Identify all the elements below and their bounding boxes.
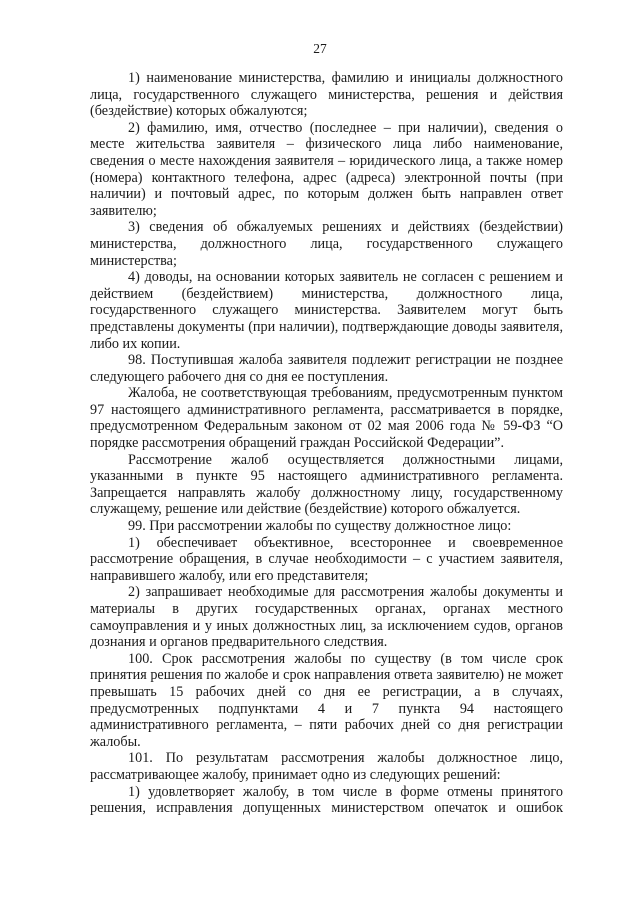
paragraph-complaint-review: Рассмотрение жалоб осуществляется должностными лицами, указанными в пункте 95 настоящего административного регламента. Запрещается направлять жалобу должностному лицу, государственному служащему, решение или действие (бездействие) которого обжалуется. <box>90 451 563 518</box>
paragraph-101: 101. По результатам рассмотрения жалобы должностное лицо, рассматривающее жалобу, принимает одно из следующих решений: <box>90 750 563 783</box>
page-number: 27 <box>313 41 327 56</box>
paragraph-item-2: 2) фамилию, имя, отчество (последнее – при наличии), сведения о месте жительства заявителя – физического лица либо наименование, сведения о месте нахождения заявителя – юридического лица, а также номер (номера) контактного телефона, адрес (адреса) электронной почты (при наличии) и почтовый адрес, по которым должен быть направлен ответ заявителю; <box>90 119 563 219</box>
paragraph-98: 98. Поступившая жалоба заявителя подлежит регистрации не позднее следующего рабочего дня со дня ее поступления. <box>90 352 563 385</box>
paragraph-99-item-1: 1) обеспечивает объективное, всестороннее и своевременное рассмотрение обращения, в случае необходимости – с участием заявителя, направившего жалобу, или его представителя; <box>90 534 563 584</box>
paragraph-100: 100. Срок рассмотрения жалобы по существу (в том числе срок принятия решения по жалобе и срок направления ответа заявителю) не может превышать 15 рабочих дней со дня ее регистрации, а в случаях, предусмотренных подпунктами 4 и 7 пункта 94 настоящего административного регламента, – пяти рабочих дней со дня регистрации жалобы. <box>90 650 563 750</box>
paragraph-complaint-requirements: Жалоба, не соответствующая требованиям, предусмотренным пунктом 97 настоящего административного регламента, рассматривается в порядке, предусмотренном Федеральным законом от 02 мая 2006 года № 59-ФЗ “О порядке рассмотрения обращений граждан Российской Федерации”. <box>90 385 563 452</box>
document-body <box>90 70 563 817</box>
paragraph-99-item-2: 2) запрашивает необходимые для рассмотрения жалобы документы и материалы в других государственных органах, органах местного самоуправления и у иных должностных лиц, за исключением судов, органов дознания и органов предварительного следствия. <box>90 584 563 651</box>
paragraph-item-3: 3) сведения об обжалуемых решениях и действиях (бездействии) министерства, должностного лица, государственного служащего министерства; <box>90 219 563 269</box>
paragraph-101-item-1: 1) удовлетворяет жалобу, в том числе в форме отмены принятого решения, исправления допущенных министерством опечаток и ошибок <box>90 783 563 817</box>
paragraph-99: 99. При рассмотрении жалобы по существу должностное лицо: <box>128 518 512 535</box>
paragraph-item-1: 1) наименование министерства, фамилию и инициалы должностного лица, государственного служащего министерства, решения и действия (бездействие) которых обжалуются; <box>90 70 563 120</box>
paragraph-item-4: 4) доводы, на основании которых заявитель не согласен с решением и действием (бездействием) министерства, должностного лица, государственного служащего министерства. Заявителем могут быть представлены документы (при наличии), подтверждающие доводы заявителя, либо их копии. <box>90 269 563 352</box>
